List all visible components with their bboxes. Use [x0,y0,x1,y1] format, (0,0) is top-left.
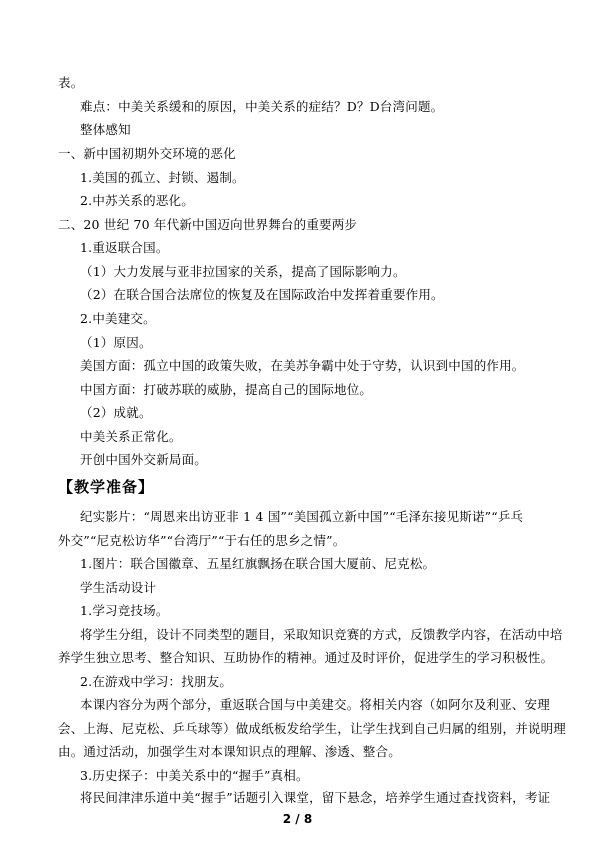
text-line: 将民间津津乐道中美“握手”话题引入课堂，留下悬念，培养学生通过查找资料，考证 [80,790,551,805]
text-line: 本课内容分为两个部分，重返联合国与中美建交。将相关内容（如阿尔及利亚、安理 [80,697,550,712]
section-heading: 【教学准备】 [58,478,155,496]
text-line: 由。通过活动，加强学生对本课知识点的理解、渗透、整合。 [58,744,401,759]
text-line: 1.重返联合国。 [80,240,169,255]
text-line: 1.学习竞技场。 [80,603,169,618]
text-line: 2.在游戏中学习：找朋友。 [80,674,233,689]
text-line: 3.历史探子：中美关系中的“握手”真相。 [80,768,309,783]
text-line: 二、20 世纪 70 年代新中国迈向世界舞台的重要两步 [58,217,358,232]
text-line: 纪实影片：“周恩来出访亚非 1 4 国”“美国孤立新中国”“毛泽东接见斯诺”“乒乓 [80,509,524,524]
text-line: 一、新中国初期外交环境的恶化 [58,146,236,161]
text-line: 难点：中美关系缓和的原因，中美关系的症结？D？D台湾问题。 [80,99,444,114]
text-line: （1）大力发展与亚非拉国家的关系，提高了国际影响力。 [80,264,406,279]
text-line: 整体感知 [80,122,131,137]
page-number: 2 / 8 [282,812,313,826]
text-line: 1.美国的孤立、封锁、遏制。 [80,170,245,185]
text-line: （2）在联合国合法席位的恢复及在国际政治中发挥着重要作用。 [80,287,444,302]
text-line: 会、上海、尼克松、乒乓球等）做成纸板发给学生，让学生找到自己归属的组别，并说明理 [58,721,567,736]
text-line: 外交”“尼克松访华”“台湾厅”“于右任的思乡之情”。 [58,533,346,548]
text-line: （2）成就。 [80,405,152,420]
text-line: 将学生分组，设计不同类型的题目，采取知识竞赛的方式，反馈教学内容，在活动中培 [80,627,563,642]
text-line: 学生活动设计 [80,580,157,595]
text-line: 1.图片：联合国徽章、五星红旗飘扬在联合国大厦前、尼克松。 [80,556,436,571]
text-line: 2.中苏关系的恶化。 [80,193,194,208]
text-line: 表。 [58,75,84,90]
text-line: 养学生独立思考、整合知识、互助协作的精神。通过及时评价，促进学生的学习积极性。 [58,650,554,665]
text-line: 2.中美建交。 [80,311,156,326]
text-line: （1）原因。 [80,335,152,350]
text-line: 美国方面：孤立中国的政策失败，在美苏争霸中处于守势，认识到中国的作用。 [80,358,525,373]
text-line: 开创中国外交新局面。 [80,452,208,467]
text-line: 中国方面：打破苏联的威胁，提高自己的国际地位。 [80,382,373,397]
text-line: 中美关系正常化。 [80,429,182,444]
